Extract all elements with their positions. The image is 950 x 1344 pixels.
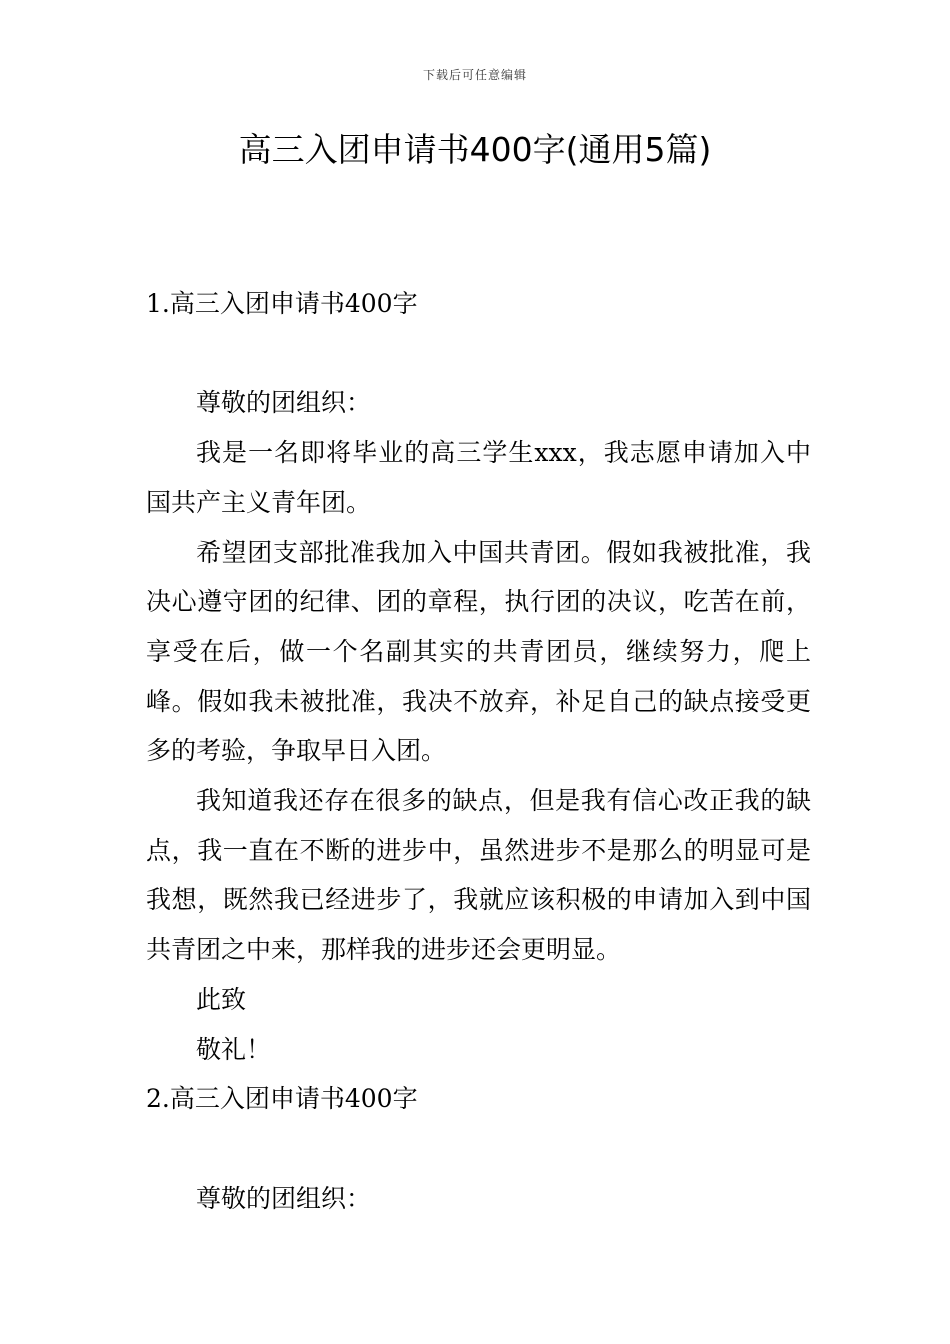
- section-1-paragraph-1: 我是一名即将毕业的高三学生xxx，我志愿申请加入中国共产主义青年团。: [146, 438, 811, 517]
- header-note: 下载后可任意编辑: [422, 68, 527, 82]
- spacer: [146, 329, 811, 379]
- section-1-greeting: 尊敬的团组织：: [196, 388, 372, 418]
- section-1-closing-salutation: 此致: [196, 984, 247, 1014]
- section-1-closing-regards: 敬礼！: [196, 1034, 272, 1064]
- section-1-paragraph-3: 我知道我还存在很多的缺点，但是我有信心改正我的缺点，我一直在不断的进步中，虽然进步不是那么的明显可是我想，既然我已经进步了，我就应该积极的申请加入到中国共青团之中来，那样我的进步还会更明显。: [146, 786, 811, 965]
- section-2-greeting: 尊敬的团组织：: [196, 1183, 372, 1213]
- section-1-heading: 1.高三入团申请书400字: [146, 289, 418, 318]
- section-2-heading: 2.高三入团申请书400字: [146, 1084, 418, 1114]
- document-title: 高三入团申请书400字(通用5篇): [238, 130, 712, 169]
- document-body: [146, 279, 811, 1223]
- spacer: [146, 1124, 811, 1174]
- section-1-paragraph-2: 希望团支部批准我加入中国共青团。假如我被批准，我决心遵守团的纪律、团的章程，执行团的决议，吃苦在前，享受在后，做一个名副其实的共青团员，继续努力，爬上峰。假如我未被批准，我决不放弃，补足自己的缺点接受更多的考验，争取早日入团。: [146, 537, 811, 766]
